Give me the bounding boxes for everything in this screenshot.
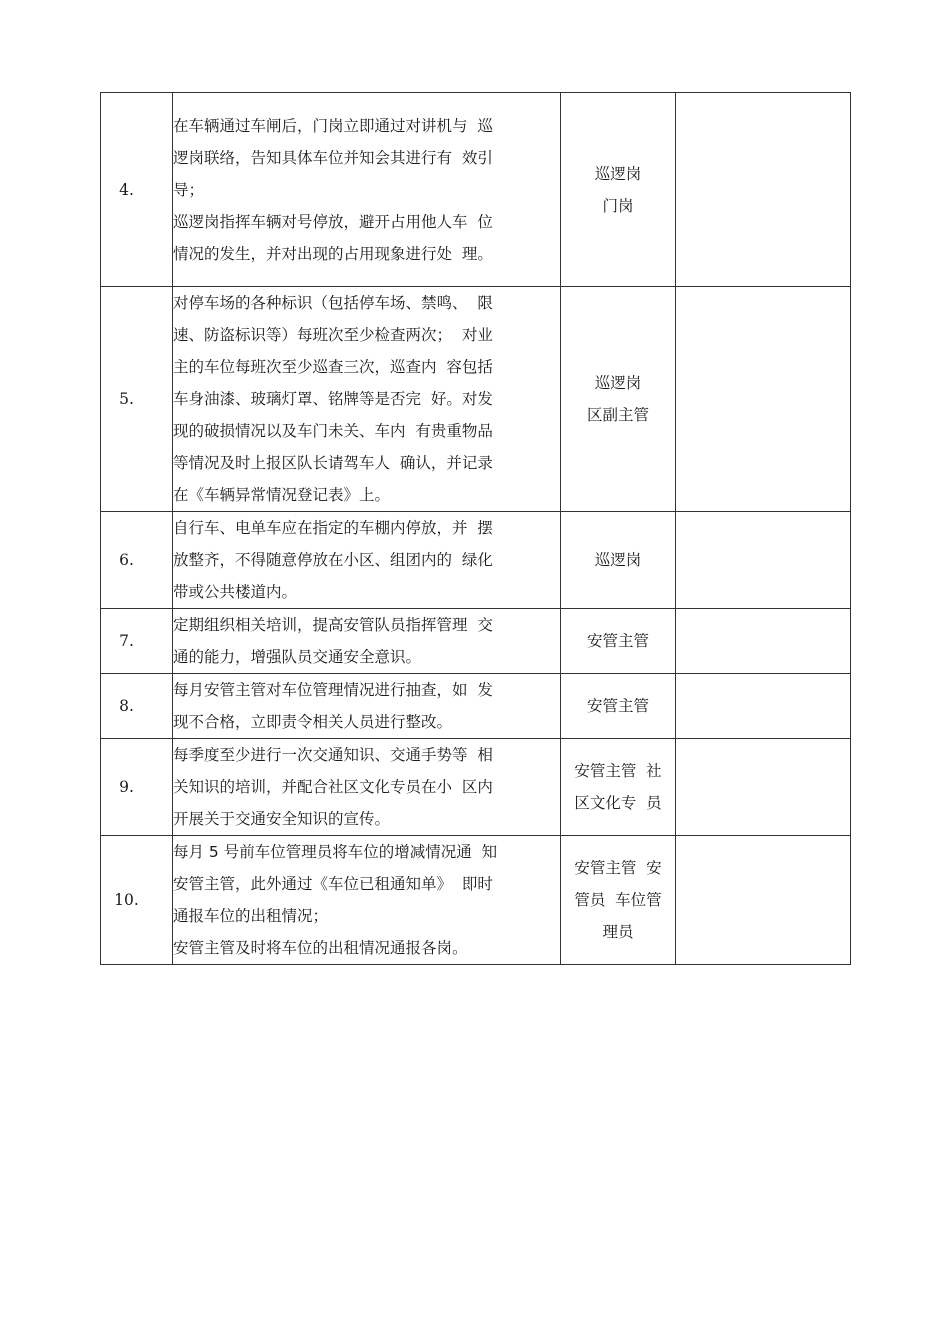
row-remarks — [676, 287, 851, 512]
row-remarks — [676, 739, 851, 836]
table-row — [101, 512, 851, 609]
row-responsible: 巡逻岗 区副主管 — [561, 287, 676, 512]
table-row — [101, 287, 851, 512]
row-remarks — [676, 93, 851, 287]
row-remarks — [676, 836, 851, 965]
row-number: 8. — [101, 674, 173, 739]
row-remarks — [676, 609, 851, 674]
row-responsible: 安管主管 — [561, 609, 676, 674]
table-row — [101, 836, 851, 965]
row-remarks — [676, 674, 851, 739]
row-content: 自行车、电单车应在指定的车棚内停放，并 摆 放整齐，不得随意停放在小区、组团内的 绿化 带或公共楼道内。 — [173, 512, 561, 609]
row-number: 6. — [101, 512, 173, 609]
row-content: 每月 5 号前车位管理员将车位的增减情况通 知 安管主管，此外通过《车位已租通知单》 即时 通报车位的出租情况； 安管主管及时将车位的出租情况通报各岗。 — [173, 836, 561, 965]
row-content: 每季度至少进行一次交通知识、交通手势等 相 关知识的培训，并配合社区文化专员在小 区内 开展关于交通安全知识的宣传。 — [173, 739, 561, 836]
row-responsible: 安管主管 社 区文化专 员 — [561, 739, 676, 836]
procedure-table — [100, 92, 851, 965]
row-responsible: 巡逻岗 — [561, 512, 676, 609]
row-remarks — [676, 512, 851, 609]
row-number: 7. — [101, 609, 173, 674]
row-content: 每月安管主管对车位管理情况进行抽查，如 发 现不合格，立即责令相关人员进行整改。 — [173, 674, 561, 739]
table-row — [101, 674, 851, 739]
table-row — [101, 609, 851, 674]
table-row — [101, 93, 851, 287]
row-content: 对停车场的各种标识（包括停车场、禁鸣、 限 速、防盗标识等）每班次至少检查两次； 对业 主的车位每班次至少巡查三次，巡查内 容包括 车身油漆、玻璃灯罩、铭牌等是否完 好。对发 现的破损情况以及车门未关、车内 有贵重物品 等情况及时上报区队长请驾车人 确认，并记录 在《车辆异常情况登记表》上。 — [173, 287, 561, 512]
row-number: 10. — [101, 836, 173, 965]
row-content: 在车辆通过车闸后，门岗立即通过对讲机与 巡 逻岗联络，告知具体车位并知会其进行有 效引 导； 巡逻岗指挥车辆对号停放，避开占用他人车 位 情况的发生，并对出现的占用现象进行处 理。 — [173, 93, 561, 287]
table-row — [101, 739, 851, 836]
row-content: 定期组织相关培训，提高安管队员指挥管理 交 通的能力，增强队员交通安全意识。 — [173, 609, 561, 674]
row-number: 9. — [101, 739, 173, 836]
row-responsible: 安管主管 — [561, 674, 676, 739]
row-number: 5. — [101, 287, 173, 512]
row-number: 4. — [101, 93, 173, 287]
row-responsible: 巡逻岗 门岗 — [561, 93, 676, 287]
row-responsible: 安管主管 安 管员 车位管 理员 — [561, 836, 676, 965]
